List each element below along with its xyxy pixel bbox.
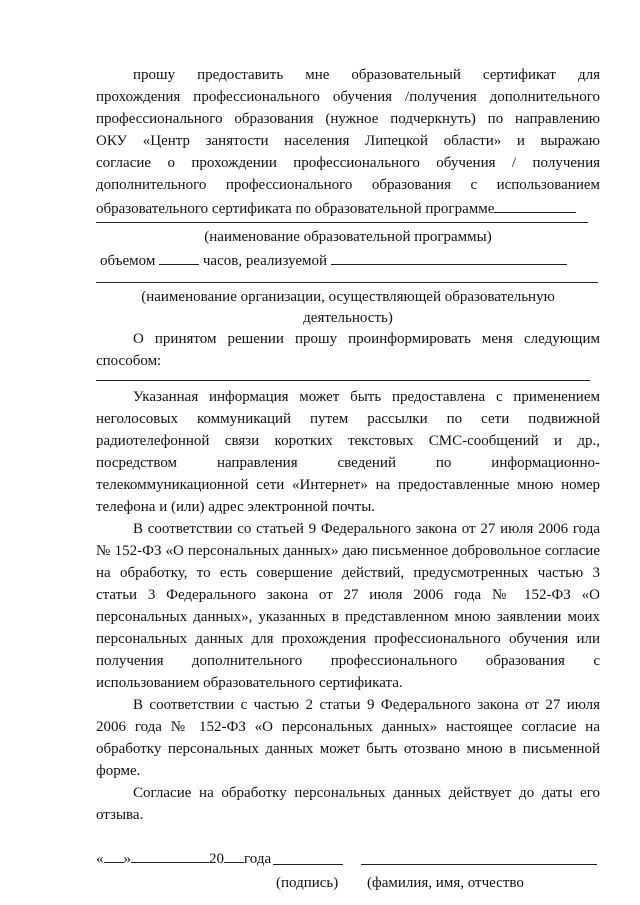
p4-line-1: В соответствии с частью 2 статьи 9 Федерального закона от 27 июля: [133, 697, 600, 713]
org-caption-2: деятельность): [303, 310, 393, 326]
p3-line-6: персональных данных для прохождения профессионального обучения или: [96, 631, 600, 647]
p2-line-4: посредством направления сведений по информационно-: [96, 455, 600, 471]
date-quote-close: »: [123, 851, 131, 867]
p3-line-3: на обработку, то есть совершение действий, предусмотренных частью 3: [96, 565, 600, 581]
p4-line-3: обработку персональных данных может быть отозвано мною в письменной: [96, 741, 600, 757]
inform-line-2: способом:: [96, 353, 162, 369]
p1-line-3: профессионального образования (нужное подчеркнуть) по направлению: [96, 111, 600, 127]
p3-line-8: использованием образовательного сертификата.: [96, 675, 403, 691]
p1-line-5: согласие о прохождении профессионального обучения / получения: [96, 155, 600, 171]
year-blank[interactable]: [224, 848, 244, 863]
p2-line-2: неголосовых коммуникаций путем рассылки по сети подвижной: [96, 411, 600, 427]
p1-line-4: ОКУ «Центр занятости населения Липецкой области» и выражаю: [96, 133, 600, 149]
inform-line-1: О принятом решении прошу проинформировать меня следующим: [133, 331, 600, 347]
volume-line: [100, 250, 600, 271]
p1-last-text: образовательного сертификата по образовательной программе: [96, 201, 495, 217]
program-name-line[interactable]: [96, 222, 588, 223]
org-blank-1[interactable]: [331, 250, 567, 265]
p2-line-3: радиотелефонной связи коротких текстовых СМС-сообщений и др.,: [96, 433, 600, 449]
day-blank[interactable]: [104, 848, 124, 863]
p1-line-1: прошу предоставить мне образовательный сертификат для: [133, 67, 600, 83]
signature-line[interactable]: [273, 864, 343, 865]
date-year-word: года: [244, 851, 272, 867]
date-year-prefix: 20: [209, 851, 224, 867]
fio-line[interactable]: [361, 864, 597, 865]
inform-method-line[interactable]: [96, 380, 590, 381]
p2-line-5: телекоммуникационной сети «Интернет» на предоставленные мною номер: [96, 477, 600, 493]
p2-line-1: Указанная информация может быть предоставлена с применением: [133, 389, 600, 405]
hours-blank[interactable]: [159, 250, 199, 265]
org-caption-1: (наименование организации, осуществляющей образовательную: [141, 289, 555, 305]
fio-caption: (фамилия, имя, отчество: [367, 875, 524, 891]
p1-line-7: [96, 198, 600, 219]
p4-line-4: форме.: [96, 763, 141, 779]
p4-line-2: 2006 года № 152-ФЗ «О персональных данных» настоящее согласие на: [96, 719, 600, 735]
hours-label: часов, реализуемой: [202, 253, 328, 269]
p5-line-1: Согласие на обработку персональных данных действует до даты его: [133, 785, 600, 801]
p3-line-4: статьи 3 Федерального закона от 27 июля 2006 года № 152-ФЗ «О: [96, 587, 600, 603]
volume-label: объемом: [100, 253, 156, 269]
date-line: [96, 848, 356, 869]
program-name-caption: (наименование образовательной программы): [204, 229, 492, 245]
p1-line-6: дополнительного профессионального образования с использованием: [96, 177, 600, 193]
org-name-line[interactable]: [96, 282, 598, 283]
p3-line-7: получения дополнительного профессионального образования с: [96, 653, 600, 669]
month-blank[interactable]: [131, 848, 209, 863]
p5-line-2: отзыва.: [96, 807, 144, 823]
p3-line-1: В соответствии со статьей 9 Федерального закона от 27 июля 2006 года: [133, 521, 600, 537]
p3-line-2: № 152-ФЗ «О персональных данных» даю письменное добровольное согласие: [96, 543, 600, 559]
program-blank-1[interactable]: [494, 198, 576, 213]
p3-line-5: персональных данных», указанных в представленном мною заявлении моих: [96, 609, 600, 625]
p2-line-6: телефона и (или) адрес электронной почты.: [96, 499, 376, 515]
p1-line-2: прохождения профессионального обучения /получения дополнительного: [96, 89, 600, 105]
date-quote-open: «: [96, 851, 104, 867]
signature-caption: (подпись): [276, 875, 339, 891]
